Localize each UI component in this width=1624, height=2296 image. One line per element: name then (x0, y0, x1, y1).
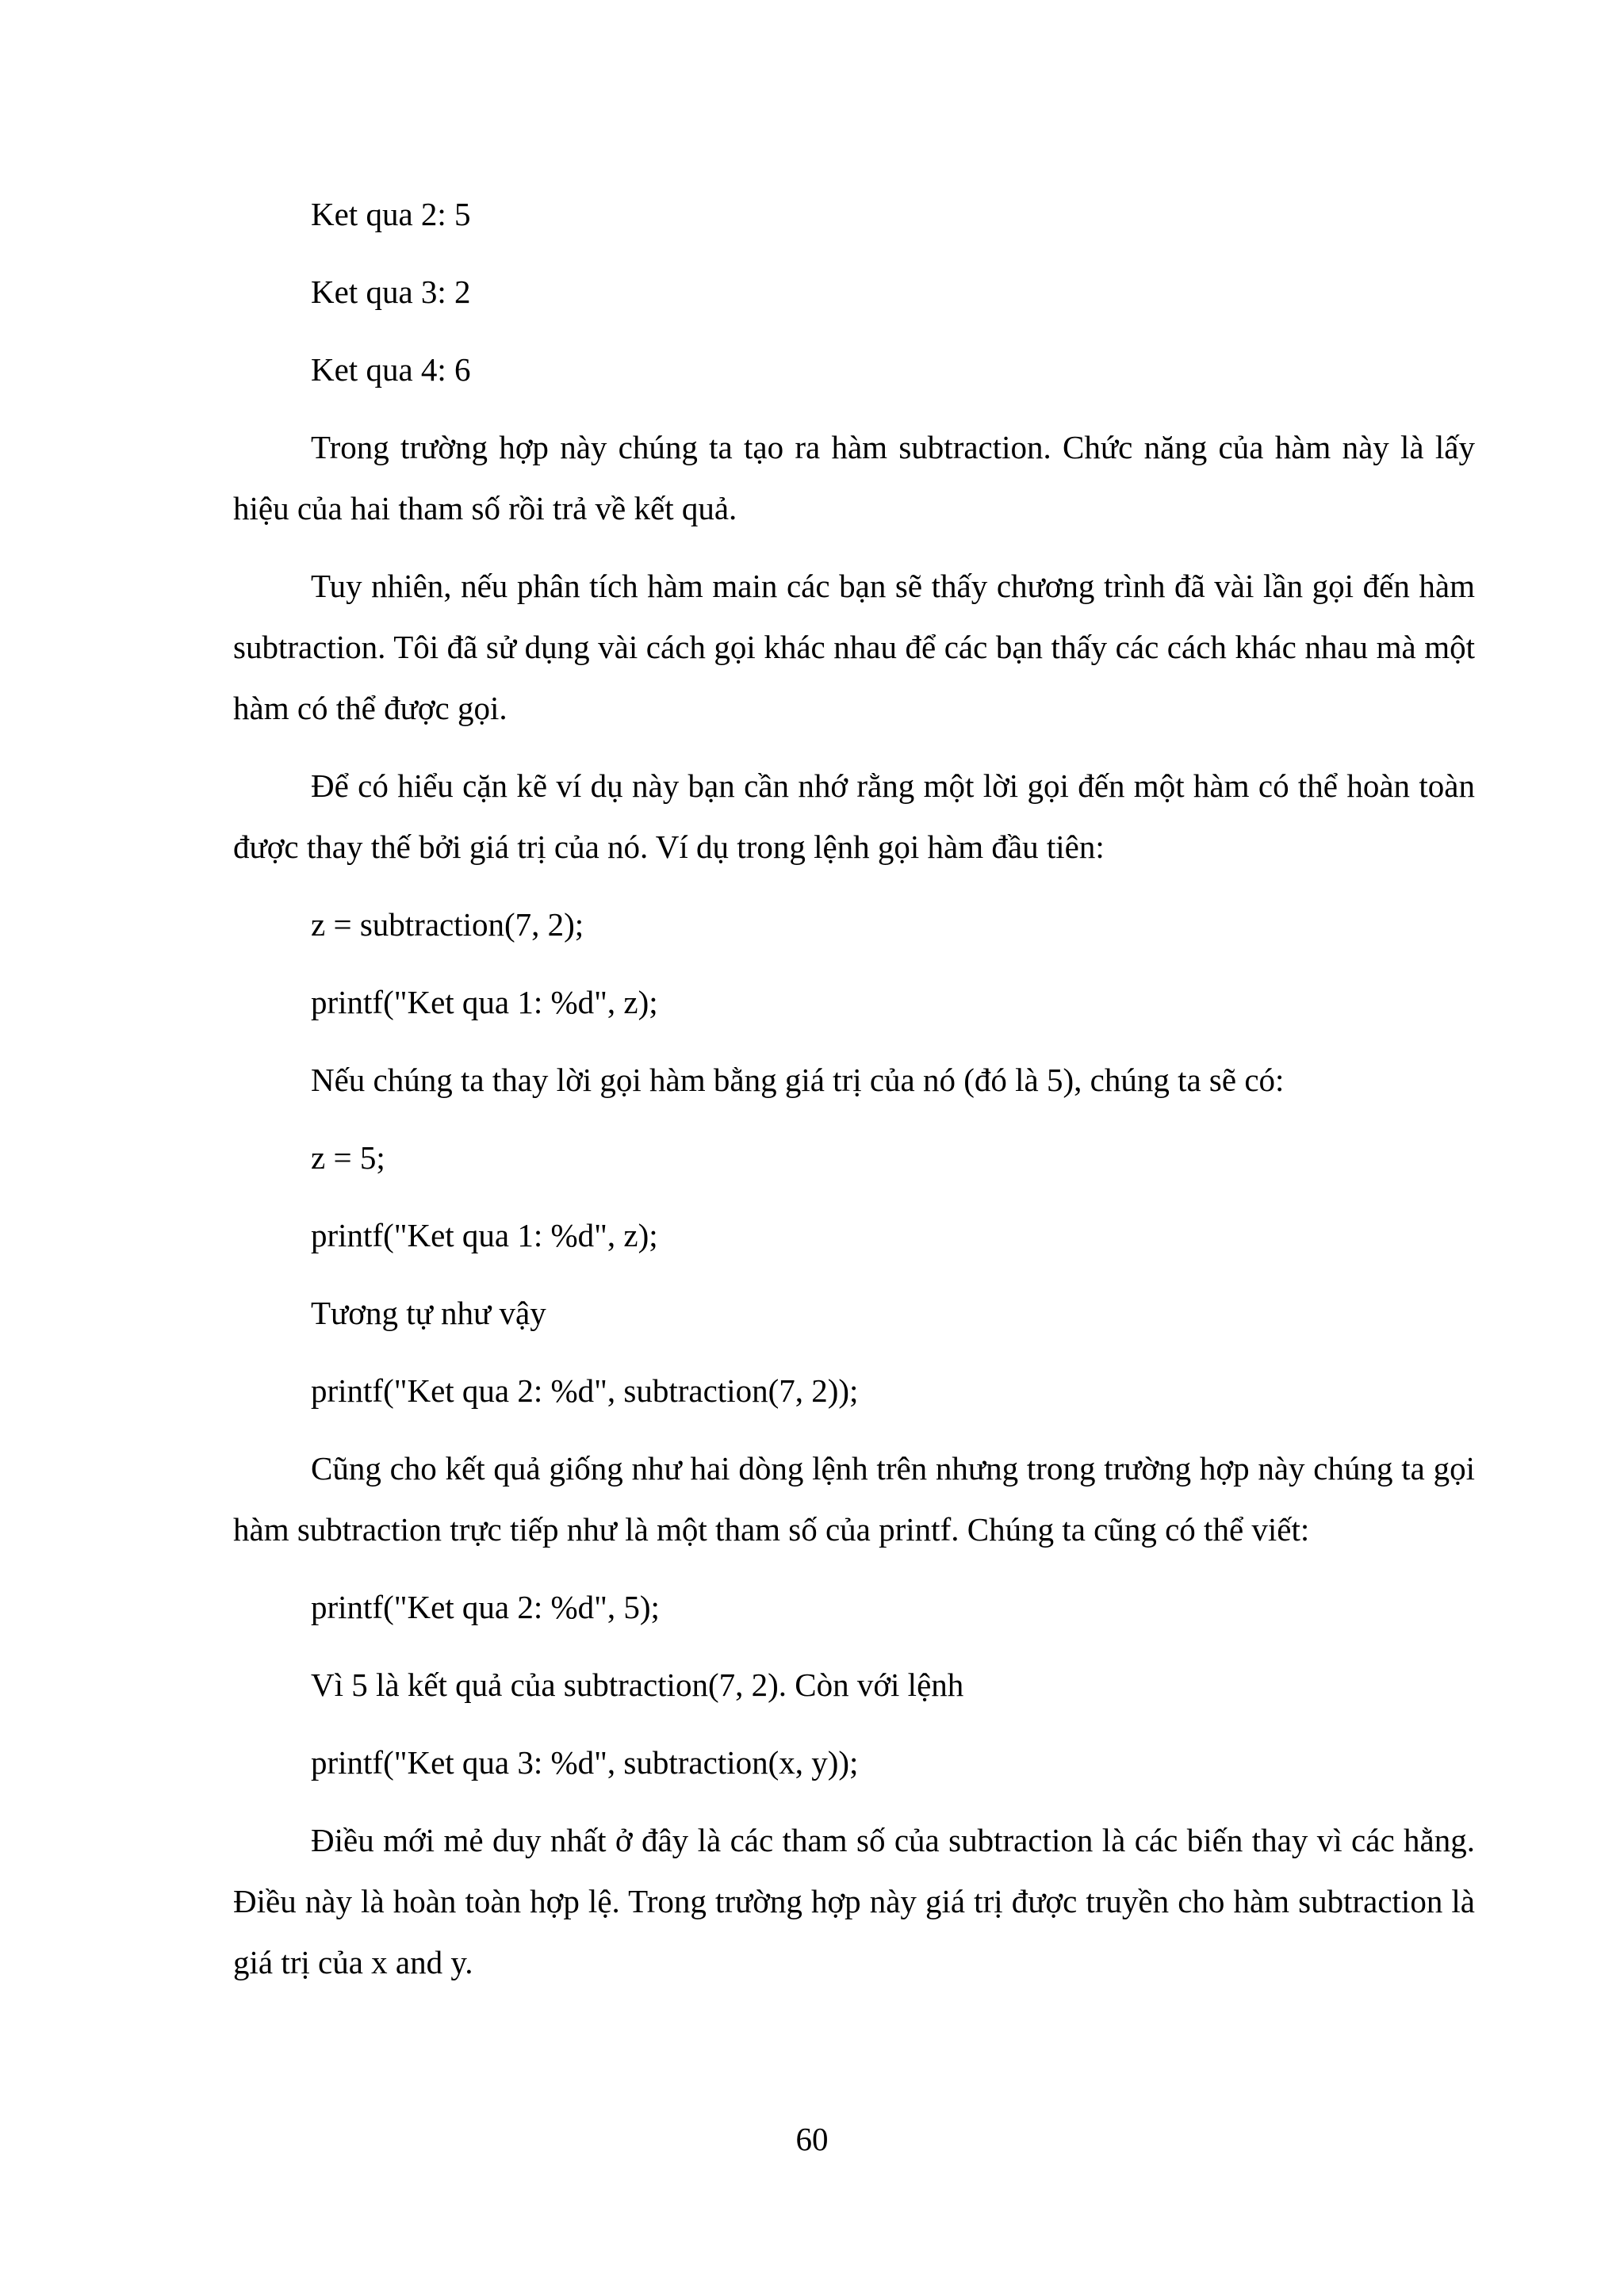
paragraph-direct-call: Cũng cho kết quả giống như hai dòng lệnh trên nhưng trong trường hợp này chúng ta gọi hàm subtraction trực tiếp như là một tham số của printf. Chúng ta cũng có thể viết: (233, 1450, 1475, 1548)
paragraph-call-replacement: Để có hiểu cặn kẽ ví dụ này bạn cần nhớ rằng một lời gọi đến một hàm có thể hoàn toàn được thay thế bởi giá trị của nó. Ví dụ trong lệnh gọi hàm đầu tiên: (233, 767, 1475, 865)
code-line-z-assign: z = subtraction(7, 2); (311, 906, 584, 943)
text-line-because-five: Vì 5 là kết quả của subtraction(7, 2). Còn với lệnh (311, 1667, 964, 1703)
code-line-printf-2-call: printf("Ket qua 2: %d", subtraction(7, 2)); (311, 1372, 859, 1409)
paragraph-subtraction-intro: Trong trường hợp này chúng ta tạo ra hàm subtraction. Chức năng của hàm này là lấy hiệu của hai tham số rồi trả về kết quả. (233, 429, 1475, 526)
code-line-printf-1: printf("Ket qua 1: %d", z); (311, 984, 658, 1020)
page-number: 60 (795, 2121, 829, 2157)
paragraph-variable-arguments: Điều mới mẻ duy nhất ở đây là các tham số của subtraction là các biến thay vì các hằng. Điều này là hoàn toàn hợp lệ. Trong trường hợp này giá trị được truyền cho hàm subtraction là giá trị của x and y. (233, 1822, 1475, 1980)
paragraph-main-analysis: Tuy nhiên, nếu phân tích hàm main các bạn sẽ thấy chương trình đã vài lần gọi đến hàm subtraction. Tôi đã sử dụng vài cách gọi khác nhau để các bạn thấy các cách khác nhau mà một hàm có thể được gọi. (233, 568, 1475, 726)
output-line-result-4: Ket qua 4: 6 (311, 351, 471, 388)
code-line-z-five: z = 5; (311, 1139, 385, 1176)
code-line-printf-2-five: printf("Ket qua 2: %d", 5); (311, 1589, 660, 1625)
text-line-similarly: Tương tự như vậy (311, 1295, 546, 1331)
output-line-result-3: Ket qua 3: 2 (311, 274, 471, 310)
page-content (233, 184, 1475, 2010)
output-line-result-2: Ket qua 2: 5 (311, 196, 471, 232)
code-line-printf-3-vars: printf("Ket qua 3: %d", subtraction(x, y)); (311, 1744, 859, 1781)
text-line-replace-call: Nếu chúng ta thay lời gọi hàm bằng giá trị của nó (đó là 5), chúng ta sẽ có: (311, 1062, 1285, 1098)
code-line-printf-1-again: printf("Ket qua 1: %d", z); (311, 1217, 658, 1253)
